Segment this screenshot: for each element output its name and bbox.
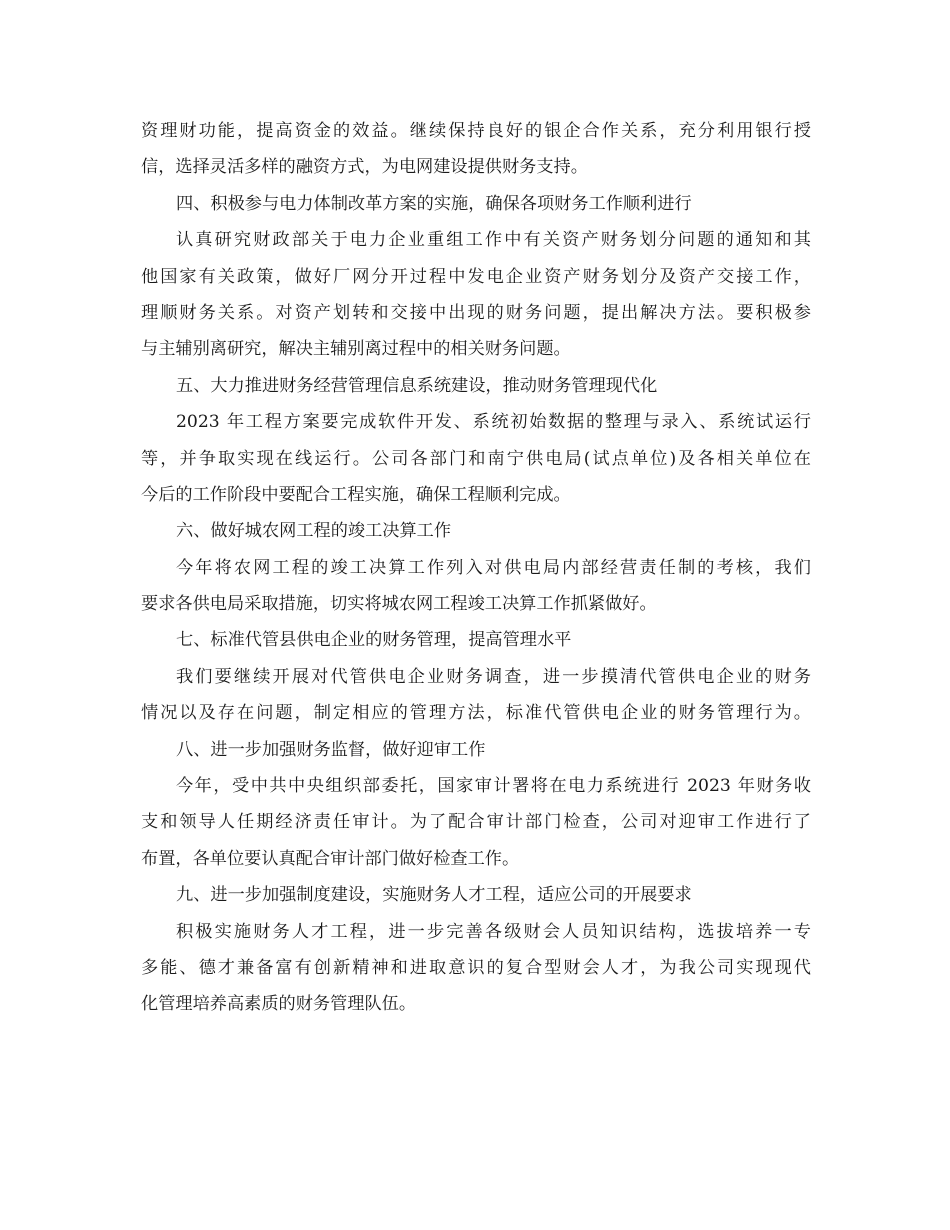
text-line: 今年将农网工程的竣工决算工作列入对供电局内部经营责任制的考核，我们 — [176, 557, 811, 578]
text-line: 今年，受中共中央组织部委托，国家审计署将在电力系统进行 2023 年财务收 — [176, 776, 811, 797]
text-line: 理顺财务关系。对资产划转和交接中出现的财务问题，提出解决方法。要积极参 — [141, 302, 811, 323]
text-line: 资理财功能，提高资金的效益。继续保持良好的银企合作关系，充分利用银行授 — [141, 121, 811, 141]
text-line: 九、进一步加强制度建设，实施财务人才工程，适应公司的开展要求 — [176, 885, 692, 906]
text-line: 今后的工作阶段中要配合工程实施，确保工程顺利完成。 — [141, 484, 571, 505]
text-line: 要求各供电局采取措施，切实将城农网工程竣工决算工作抓紧做好。 — [141, 594, 657, 615]
text-line: 与主辅别离研究，解决主辅别离过程中的相关财务问题。 — [141, 339, 571, 360]
text-line: 积极实施财务人才工程，进一步完善各级财会人员知识结构，选拔培养一专 — [176, 921, 811, 942]
text-line: 八、进一步加强财务监督，做好迎审工作 — [176, 739, 486, 760]
document-body — [141, 113, 811, 1023]
text-line: 他国家有关政策，做好厂网分开过程中发电企业资产财务划分及资产交接工作， — [141, 266, 811, 287]
text-line: 认真研究财政部关于电力企业重组工作中有关资产财务划分问题的通知和其 — [176, 230, 811, 251]
text-line: 七、标准代管县供电企业的财务管理，提高管理水平 — [176, 630, 572, 651]
text-line: 我们要继续开展对代管供电企业财务调查，进一步摸清代管供电企业的财务 — [176, 666, 811, 687]
text-line: 2023 年工程方案要完成软件开发、系统初始数据的整理与录入、系统试运行 — [176, 412, 811, 433]
text-line: 多能、德才兼备富有创新精神和进取意识的复合型财会人才，为我公司实现现代 — [141, 957, 811, 978]
text-line: 情况以及存在问题，制定相应的管理方法，标准代管供电企业的财务管理行为。 — [141, 703, 811, 724]
text-line: 等，并争取实现在线运行。公司各部门和南宁供电局(试点单位)及各相关单位在 — [141, 448, 811, 469]
text-line: 化管理培养高素质的财务管理队伍。 — [141, 994, 417, 1015]
text-line: 六、做好城农网工程的竣工决算工作 — [176, 521, 452, 542]
text-line: 五、大力推进财务经营管理信息系统建设，推动财务管理现代化 — [176, 375, 658, 396]
text-line: 四、积极参与电力体制改革方案的实施，确保各项财务工作顺利进行 — [176, 193, 692, 214]
text-line: 布置，各单位要认真配合审计部门做好检查工作。 — [141, 848, 520, 869]
text-line: 支和领导人任期经济责任审计。为了配合审计部门检查，公司对迎审工作进行了 — [141, 812, 811, 833]
text-line: 信，选择灵活多样的融资方式，为电网建设提供财务支持。 — [141, 157, 588, 178]
